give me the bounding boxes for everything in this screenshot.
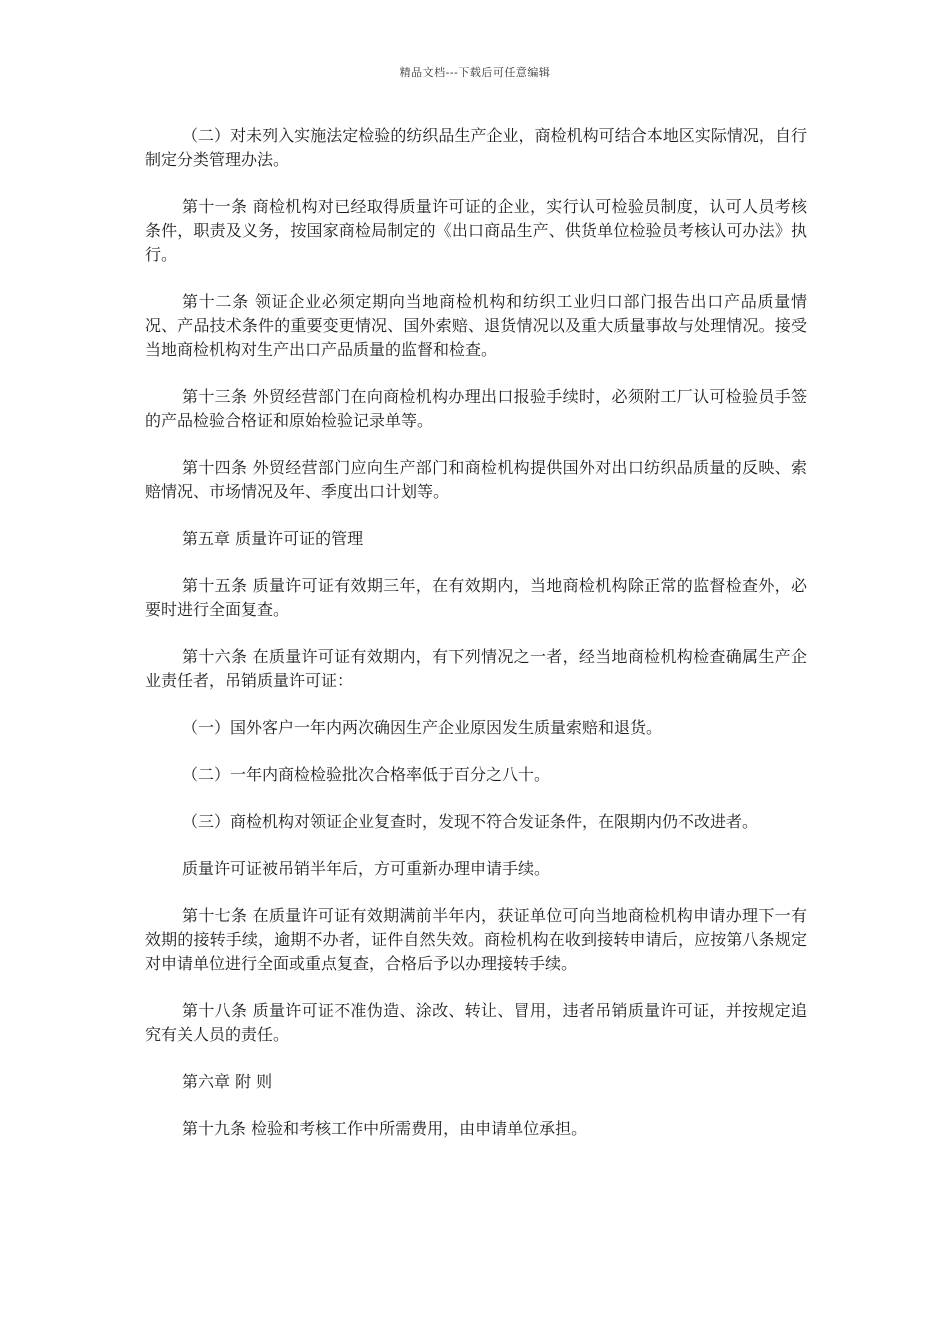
- article-12: 第十二条 领证企业必须定期向当地商检机构和纺织工业归口部门报告出口产品质量情况、产品技术条件的重要变更情况、国外索赔、退货情况以及重大质量事故与处理情况。接受当地商检机构对生产出口产品质量的监督和检查。: [145, 292, 807, 359]
- article-11: 第十一条 商检机构对已经取得质量许可证的企业，实行认可检验员制度，认可人员考核条件，职责及义务，按国家商检局制定的《出口商品生产、供货单位检验员考核认可办法》执行。: [145, 197, 807, 264]
- paragraph-item-2-clause: （二）对未列入实施法定检验的纺织品生产企业，商检机构可结合本地区实际情况，自行制定分类管理办法。: [145, 126, 807, 169]
- article-19: 第十九条 检验和考核工作中所需费用，由申请单位承担。: [182, 1119, 588, 1138]
- article-18: 第十八条 质量许可证不准伪造、涂改、转让、冒用，违者吊销质量许可证，并按规定追究有关人员的责任。: [145, 1001, 807, 1044]
- article-16-item-2: （二）一年内商检检验批次合格率低于百分之八十。: [182, 765, 551, 784]
- document-body: [145, 124, 807, 1164]
- article-16-item-1: （一）国外客户一年内两次确因生产企业原因发生质量索赔和退货。: [182, 718, 663, 737]
- article-13: 第十三条 外贸经营部门在向商检机构办理出口报验手续时，必须附工厂认可检验员手签的产品检验合格证和原始检验记录单等。: [145, 387, 807, 430]
- page-header: 精品文档---下载后可任意编辑: [399, 66, 551, 79]
- article-15: 第十五条 质量许可证有效期三年，在有效期内，当地商检机构除正常的监督检查外，必要时进行全面复查。: [145, 576, 807, 619]
- article-14: 第十四条 外贸经营部门应向生产部门和商检机构提供国外对出口纺织品质量的反映、索赔情况、市场情况及年、季度出口计划等。: [145, 458, 807, 501]
- article-16: 第十六条 在质量许可证有效期内，有下列情况之一者，经当地商检机构检查确属生产企业责任者，吊销质量许可证：: [145, 647, 807, 690]
- revocation-note: 质量许可证被吊销半年后，方可重新办理申请手续。: [182, 859, 551, 878]
- chapter-6-heading: 第六章 附 则: [182, 1072, 273, 1091]
- article-16-item-3: （三）商检机构对领证企业复查时，发现不符合发证条件，在限期内仍不改进者。: [182, 812, 759, 831]
- chapter-5-heading: 第五章 质量许可证的管理: [182, 529, 364, 548]
- article-17: 第十七条 在质量许可证有效期满前半年内，获证单位可向当地商检机构申请办理下一有效期的接转手续，逾期不办者，证件自然失效。商检机构在收到接转申请后，应按第八条规定对申请单位进行全面或重点复查，合格后予以办理接转手续。: [145, 906, 807, 973]
